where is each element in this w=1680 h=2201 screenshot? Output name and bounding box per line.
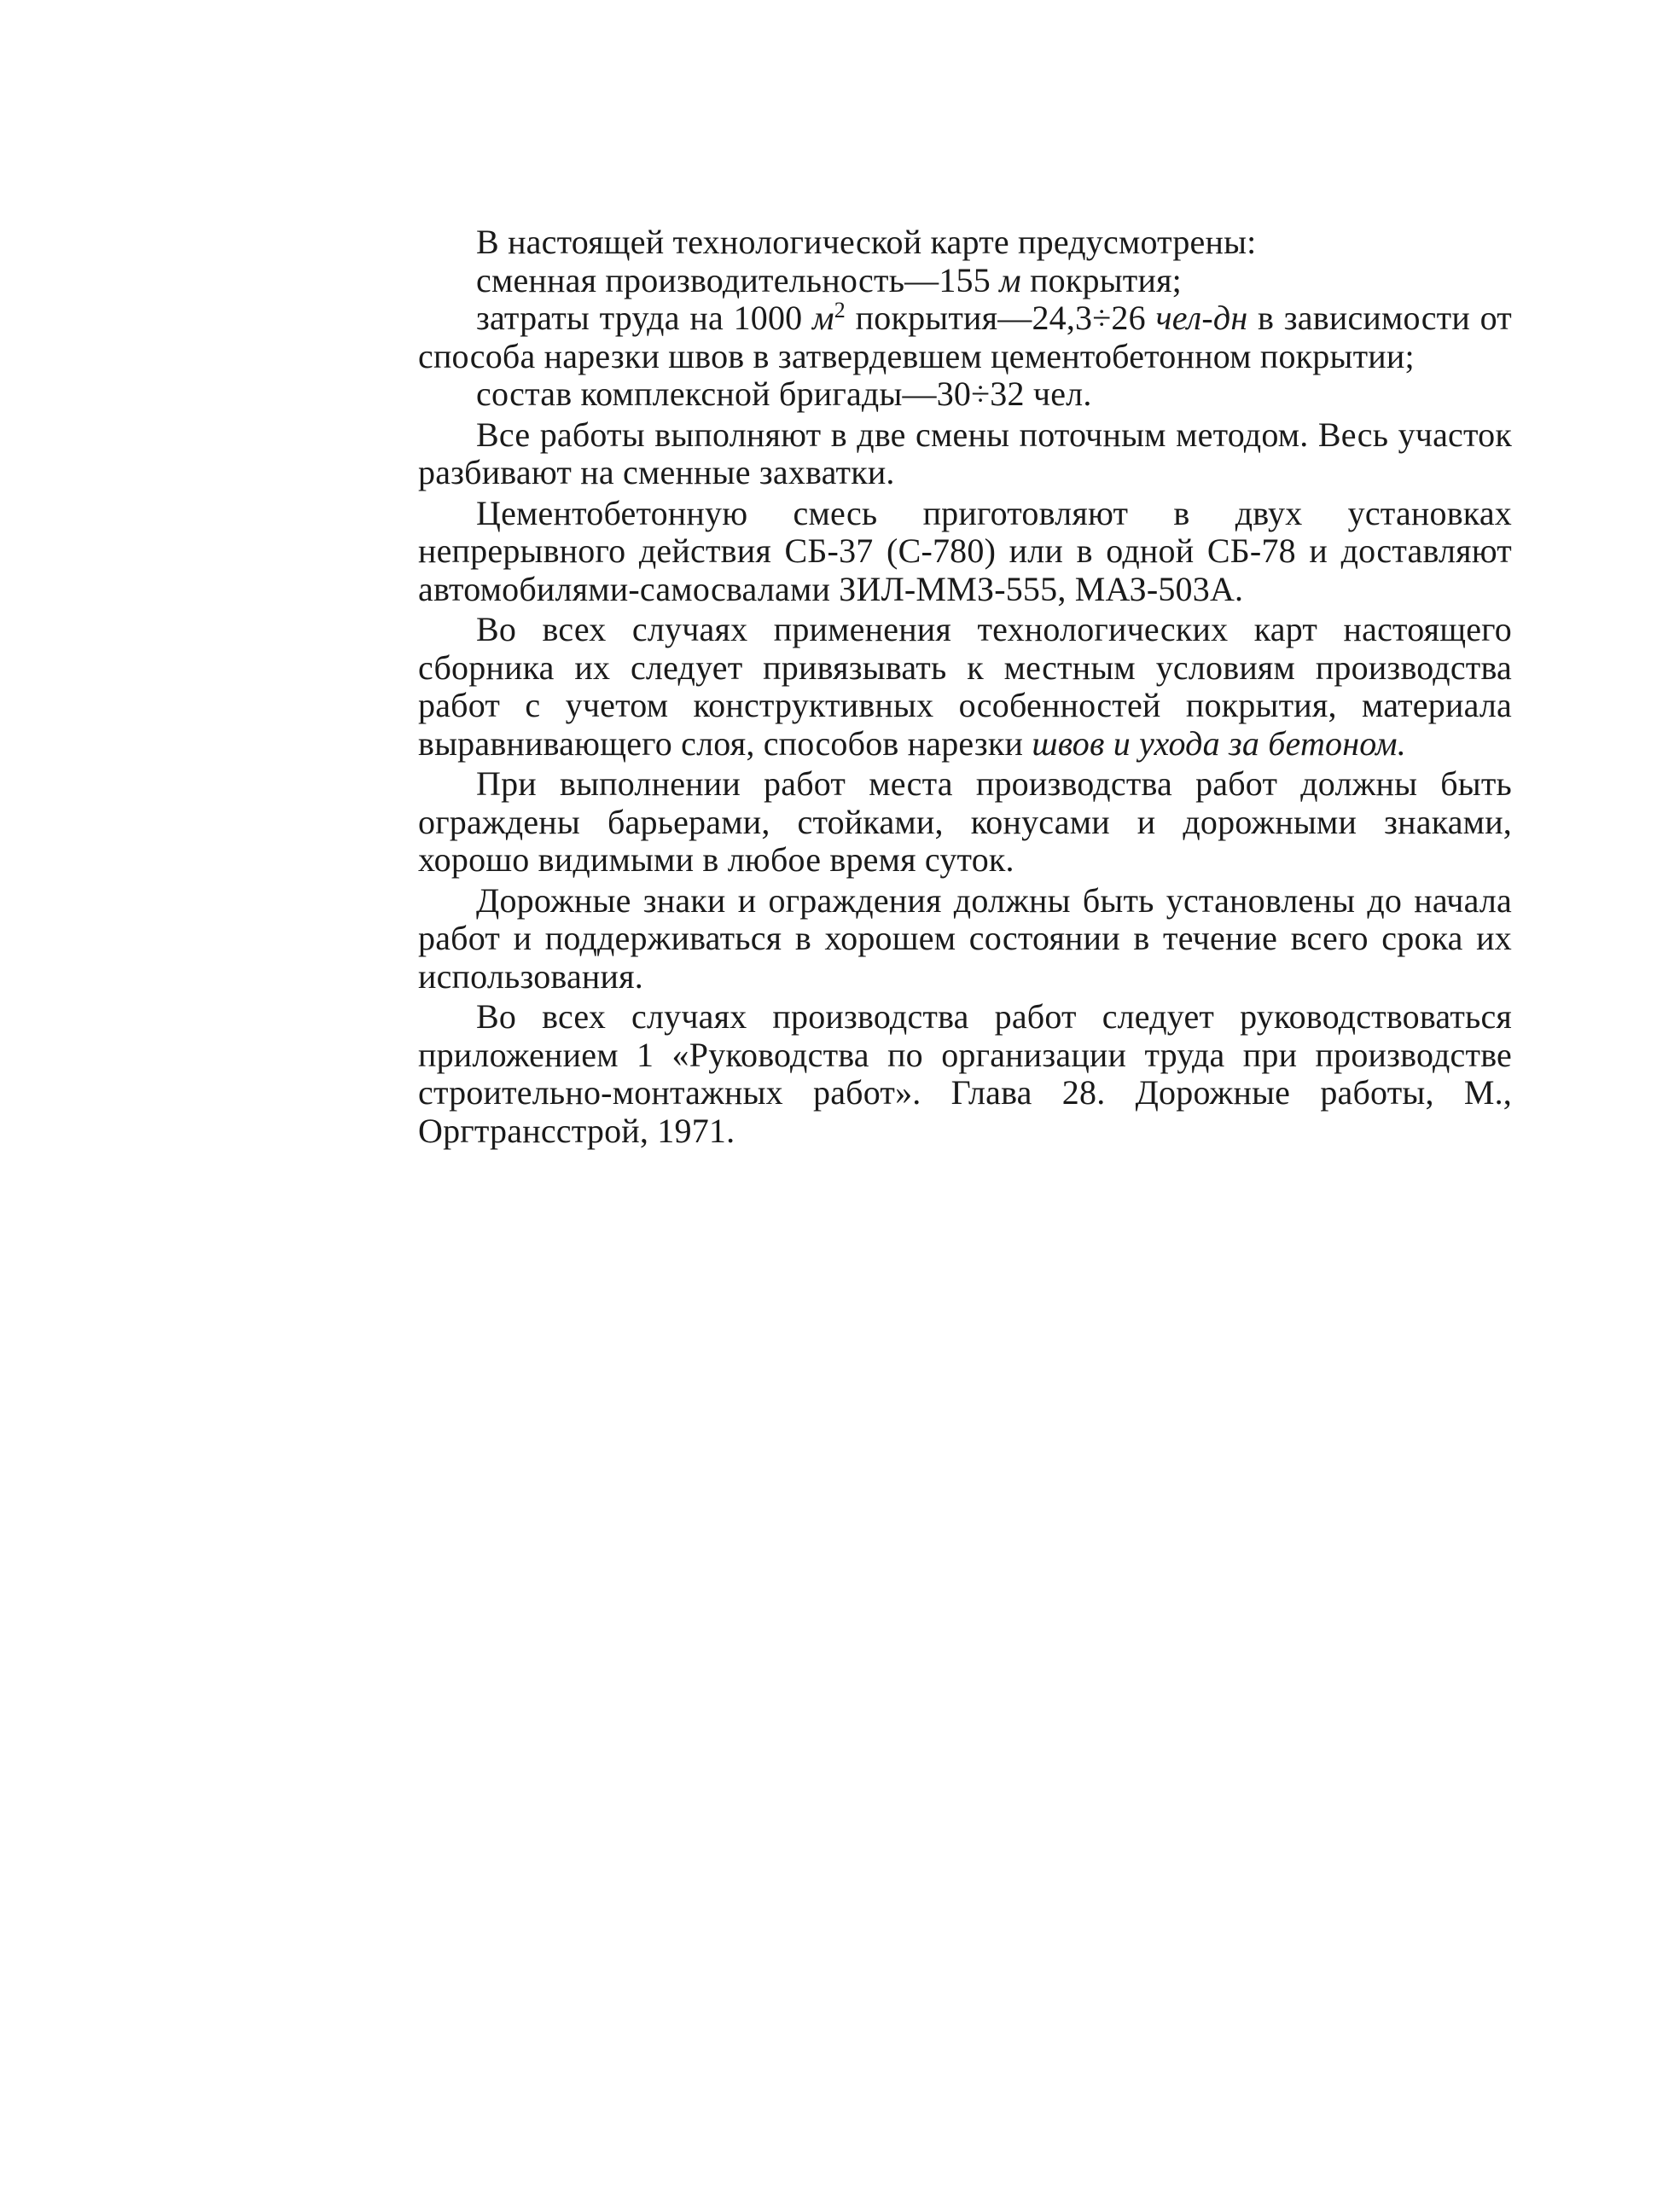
mixture-text: Цементобетонную смесь приготовляют в двух установках непрерывного действия СБ-37 (С-780) или в одной СБ-78 и доставляют автомобилями-самосвалами ЗИЛ-ММЗ-555, МАЗ-503А. (418, 493, 1512, 608)
productivity-text-end: покрытия; (1020, 260, 1182, 299)
paragraph-binding (418, 611, 1512, 763)
signs-text: Дорожные знаки и ограждения должны быть установлены до начала работ и поддерживаться в хорошем состоянии в течение всего срока их использования. (418, 880, 1512, 996)
list-item-labor (418, 299, 1512, 375)
binding-text-italic: швов и ухода за бетоном. (1032, 723, 1406, 763)
list-item-brigade (418, 375, 1512, 414)
intro-text: В настоящей технологической карте предусмотрены: (476, 223, 1257, 261)
labor-unit-exponent: 2 (834, 298, 846, 322)
labor-unit: м (812, 299, 834, 337)
labor-unit-2: чел-дн (1155, 299, 1248, 337)
brigade-text: состав комплексной бригады—30÷32 чел. (476, 375, 1092, 413)
labor-text: затраты труда на 1000 (476, 299, 813, 337)
binding-text: Во всех случаях применения технологических карт настоящего сборника их следует привязывать к местным условиям производства работ с учетом конструктивных особенностей покрытия, материала выравнивающего слоя, способов нарезки (418, 610, 1512, 763)
guidance-text: Во всех случаях производства работ следует руководствоваться приложением 1 «Руководства по организации труда при производстве строительно-монтажных работ». Глава 28. Дорожные работы, М., Оргтрансстрой, 1971. (418, 997, 1512, 1150)
body-text (418, 224, 1512, 1153)
intro-line (418, 224, 1512, 262)
paragraph-shifts (418, 416, 1512, 492)
labor-text-mid: покрытия—24,3÷26 (845, 299, 1156, 337)
labor-text-end: в зависимости от способа нарезки швов в затвердевшем цементобетонном покрытии; (418, 299, 1512, 375)
paragraph-guidance (418, 998, 1512, 1150)
paragraph-mixture (418, 495, 1512, 609)
shifts-text: Все работы выполняют в две смены поточным методом. Весь участок разбивают на сменные захватки. (418, 415, 1512, 491)
paragraph-signs (418, 882, 1512, 996)
productivity-unit: м (999, 260, 1021, 299)
list-item-productivity (418, 262, 1512, 300)
productivity-text: сменная производительность—155 (476, 260, 1000, 299)
fencing-text: При выполнении работ места производства работ должны быть ограждены барьерами, стойками, конусами и дорожными знаками, хорошо видимыми в любое время суток. (418, 764, 1512, 879)
paragraph-fencing (418, 765, 1512, 880)
